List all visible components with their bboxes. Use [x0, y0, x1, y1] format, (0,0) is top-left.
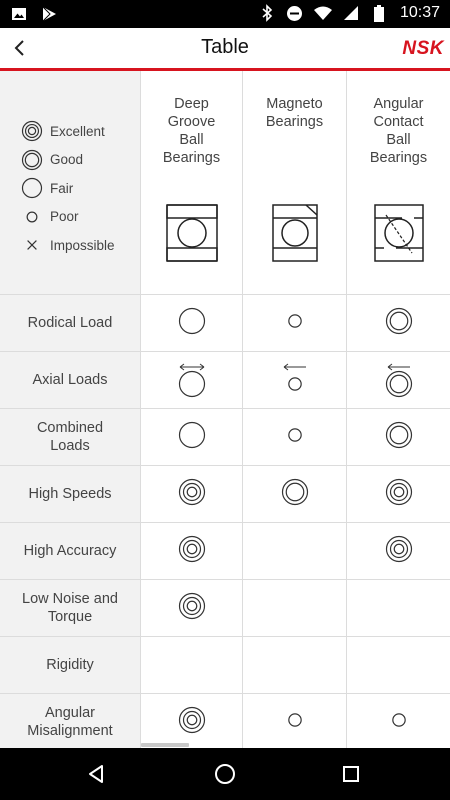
column-title: Magneto Bearings	[265, 96, 324, 130]
poor-rating-icon	[281, 370, 309, 403]
poor-rating-icon	[281, 307, 309, 340]
rating-cell	[347, 352, 450, 408]
nav-back-button[interactable]	[81, 758, 113, 790]
recents-square-icon	[342, 765, 360, 783]
battery-icon	[370, 4, 388, 22]
row-label-cell	[0, 295, 141, 351]
column-header	[243, 71, 347, 294]
rating-cell	[347, 580, 450, 636]
table-row	[0, 409, 450, 466]
row-label: Axial Loads	[32, 372, 108, 388]
rating-cell	[243, 409, 347, 465]
row-label-cell	[0, 466, 141, 522]
rating-cell	[141, 637, 243, 693]
rating-cell	[347, 466, 450, 522]
table-row	[0, 523, 450, 580]
good-symbol-icon	[20, 148, 44, 172]
legend-item	[20, 146, 115, 175]
nav-recents-button[interactable]	[335, 758, 367, 790]
rating-cell	[243, 295, 347, 351]
row-label: Angular Misalignment	[27, 705, 113, 739]
excellent-symbol-icon	[20, 119, 44, 143]
wifi-icon	[314, 4, 332, 22]
rating-cell	[243, 466, 347, 522]
row-label: Low Noise and Torque	[22, 591, 118, 625]
back-triangle-icon	[87, 764, 107, 784]
signal-icon	[342, 4, 360, 22]
nav-home-button[interactable]	[209, 758, 241, 790]
poor-rating-icon	[281, 421, 309, 454]
column-header	[347, 71, 450, 294]
row-label: Rigidity	[46, 657, 94, 673]
rating-cell	[141, 694, 243, 748]
rating-cell	[141, 295, 243, 351]
comparison-table[interactable]	[0, 71, 450, 748]
excellent-rating-icon	[385, 535, 413, 568]
row-label-cell	[0, 523, 141, 579]
do-not-disturb-icon	[286, 4, 304, 22]
legend-label: Excellent	[50, 123, 105, 139]
poor-rating-icon	[385, 706, 413, 739]
table-row	[0, 352, 450, 409]
legend-item	[20, 117, 115, 146]
good-rating-icon	[385, 370, 413, 403]
fair-rating-icon	[178, 307, 206, 340]
rating-cell	[243, 694, 347, 748]
left-arrow-icon	[386, 358, 412, 368]
good-rating-icon	[385, 421, 413, 454]
row-label-cell	[0, 409, 141, 465]
column-header	[141, 71, 243, 294]
row-label-cell	[0, 637, 141, 693]
angular-contact-ball-bearing-icon	[372, 201, 426, 270]
scroll-indicator[interactable]	[141, 743, 189, 747]
home-circle-icon	[214, 763, 236, 785]
legend-label: Fair	[50, 180, 74, 196]
impossible-symbol-icon	[20, 233, 44, 257]
page-title: Table	[201, 36, 249, 58]
fair-rating-icon	[178, 370, 206, 403]
row-label-cell	[0, 580, 141, 636]
fair-symbol-icon	[20, 176, 44, 200]
legend-label: Poor	[50, 209, 79, 225]
rating-cell	[141, 580, 243, 636]
image-icon	[10, 5, 28, 23]
excellent-rating-icon	[178, 706, 206, 739]
rating-cell	[347, 295, 450, 351]
legend-item	[20, 203, 115, 232]
good-rating-icon	[385, 307, 413, 340]
app-bar	[0, 28, 450, 68]
rating-cell	[141, 409, 243, 465]
row-label: High Speeds	[28, 486, 112, 502]
rating-cell	[347, 637, 450, 693]
poor-symbol-icon	[20, 205, 44, 229]
magneto-bearing-icon	[270, 201, 320, 270]
rating-cell	[141, 352, 243, 408]
rating-cell	[243, 352, 347, 408]
column-title: Angular Contact Ball Bearings	[369, 96, 428, 166]
rating-cell	[243, 523, 347, 579]
table-row	[0, 580, 450, 637]
bluetooth-icon	[258, 4, 276, 22]
navigation-bar	[0, 748, 450, 800]
row-label: Combined Loads	[36, 420, 104, 454]
legend-label: Good	[50, 152, 84, 168]
rating-cell	[347, 409, 450, 465]
legend-item	[20, 231, 115, 260]
table-row	[0, 637, 450, 694]
row-label-cell	[0, 352, 141, 408]
table-row	[0, 295, 450, 352]
excellent-rating-icon	[178, 478, 206, 511]
rating-cell	[141, 466, 243, 522]
table-header-row	[0, 71, 450, 295]
table-row	[0, 694, 450, 748]
deep-groove-ball-bearing-icon	[164, 201, 220, 270]
excellent-rating-icon	[385, 478, 413, 511]
row-label: High Accuracy	[23, 543, 117, 559]
brand-logo: NSK	[402, 38, 444, 59]
double-arrow-icon	[178, 358, 206, 368]
legend-cell	[0, 71, 141, 294]
status-bar	[0, 0, 450, 28]
column-title: Deep Groove Ball Bearings	[162, 96, 221, 166]
excellent-rating-icon	[178, 535, 206, 568]
left-arrow-icon	[282, 358, 308, 368]
status-time: 10:37	[399, 4, 440, 21]
fair-rating-icon	[178, 421, 206, 454]
excellent-rating-icon	[178, 592, 206, 625]
rating-cell	[347, 523, 450, 579]
rating-cell	[141, 523, 243, 579]
legend-item	[20, 174, 115, 203]
rating-cell	[243, 637, 347, 693]
poor-rating-icon	[281, 706, 309, 739]
table-row	[0, 466, 450, 523]
legend-label: Impossible	[50, 237, 115, 253]
good-rating-icon	[281, 478, 309, 511]
rating-cell	[347, 694, 450, 748]
row-label-cell	[0, 694, 141, 748]
legend	[20, 117, 115, 260]
play-store-icon	[40, 5, 58, 23]
row-label: Rodical Load	[27, 315, 113, 331]
rating-cell	[243, 580, 347, 636]
